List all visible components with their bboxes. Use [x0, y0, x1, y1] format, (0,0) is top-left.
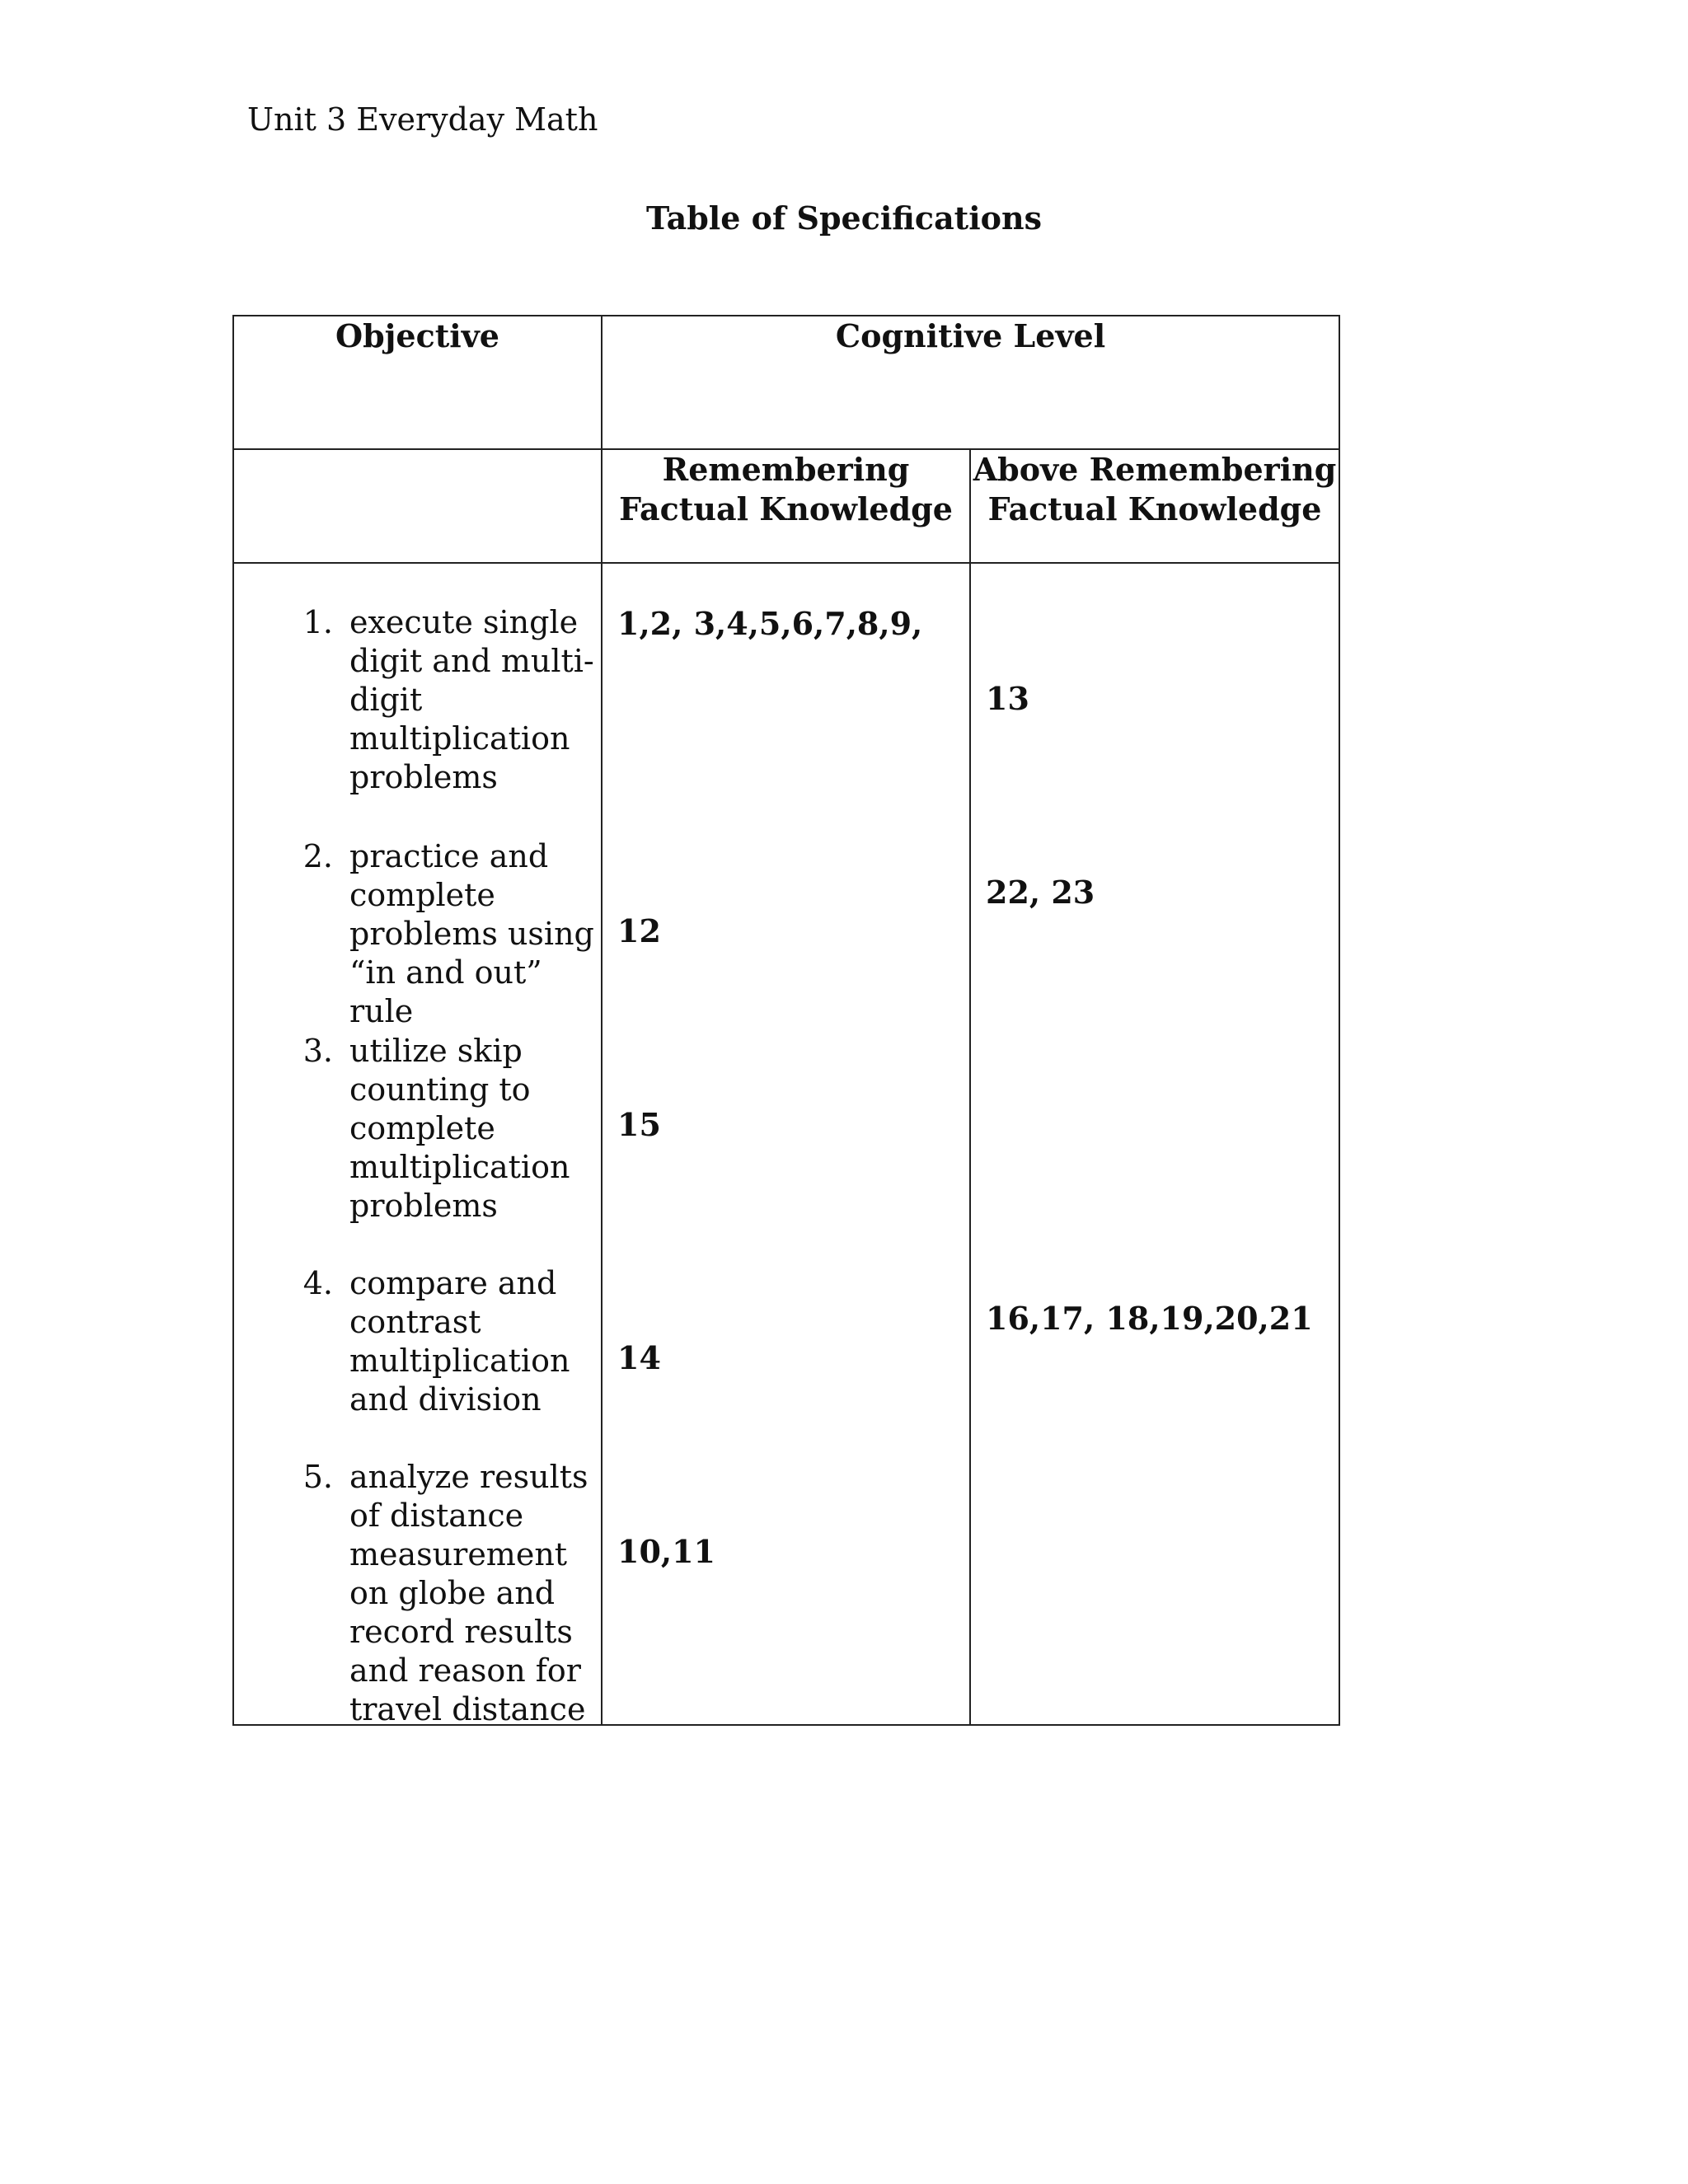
- objective-subheader-empty: [233, 449, 602, 563]
- above-remembering-cell: [970, 563, 1339, 1725]
- remembering-items-row-4: 14: [617, 1339, 661, 1376]
- remembering-header: Remembering Factual Knowledge: [602, 449, 970, 563]
- objective-text: compare and contrast multiplication and division: [349, 1265, 570, 1418]
- table-subheader-row: [233, 449, 1339, 563]
- table-header-row: [233, 316, 1339, 449]
- objective-number: 1.: [302, 604, 333, 640]
- objective-number: 2.: [302, 838, 333, 874]
- objective-number: 3.: [302, 1033, 333, 1069]
- remembering-items-row-1: 1,2, 3,4,5,6,7,8,9,: [617, 605, 923, 642]
- objective-text: practice and complete problems using “in and out” rule: [349, 838, 594, 1029]
- unit-label: Unit 3 Everyday Math: [247, 101, 598, 138]
- remembering-items-row-5: 10,11: [617, 1533, 715, 1570]
- objective-number: 5.: [302, 1459, 333, 1495]
- table-body-row: [233, 563, 1339, 1725]
- above-remembering-header: Above Remembering Factual Knowledge: [970, 449, 1339, 563]
- objectives-cell: [233, 563, 602, 1725]
- remembering-cell: [602, 563, 970, 1725]
- specification-table: [232, 315, 1340, 1726]
- remembering-items-row-2: 12: [617, 912, 661, 949]
- above-remembering-items-row-4: 16,17, 18,19,20,21: [986, 1300, 1313, 1337]
- above-remembering-items-row-2: 22, 23: [986, 874, 1095, 911]
- document-title: Table of Specifications: [645, 199, 1043, 237]
- objective-text: utilize skip counting to complete multiplication problems: [349, 1033, 570, 1224]
- remembering-items-row-3: 15: [617, 1106, 661, 1143]
- objective-header: Objective: [233, 316, 602, 449]
- cognitive-level-header: Cognitive Level: [602, 316, 1339, 449]
- objective-number: 4.: [302, 1265, 333, 1301]
- objective-text: analyze results of distance measurement on globe and record results and reason for travel distance: [349, 1459, 588, 1727]
- objective-text: execute single digit and multi-digit multiplication problems: [349, 604, 594, 795]
- above-remembering-items-row-1: 13: [986, 680, 1029, 717]
